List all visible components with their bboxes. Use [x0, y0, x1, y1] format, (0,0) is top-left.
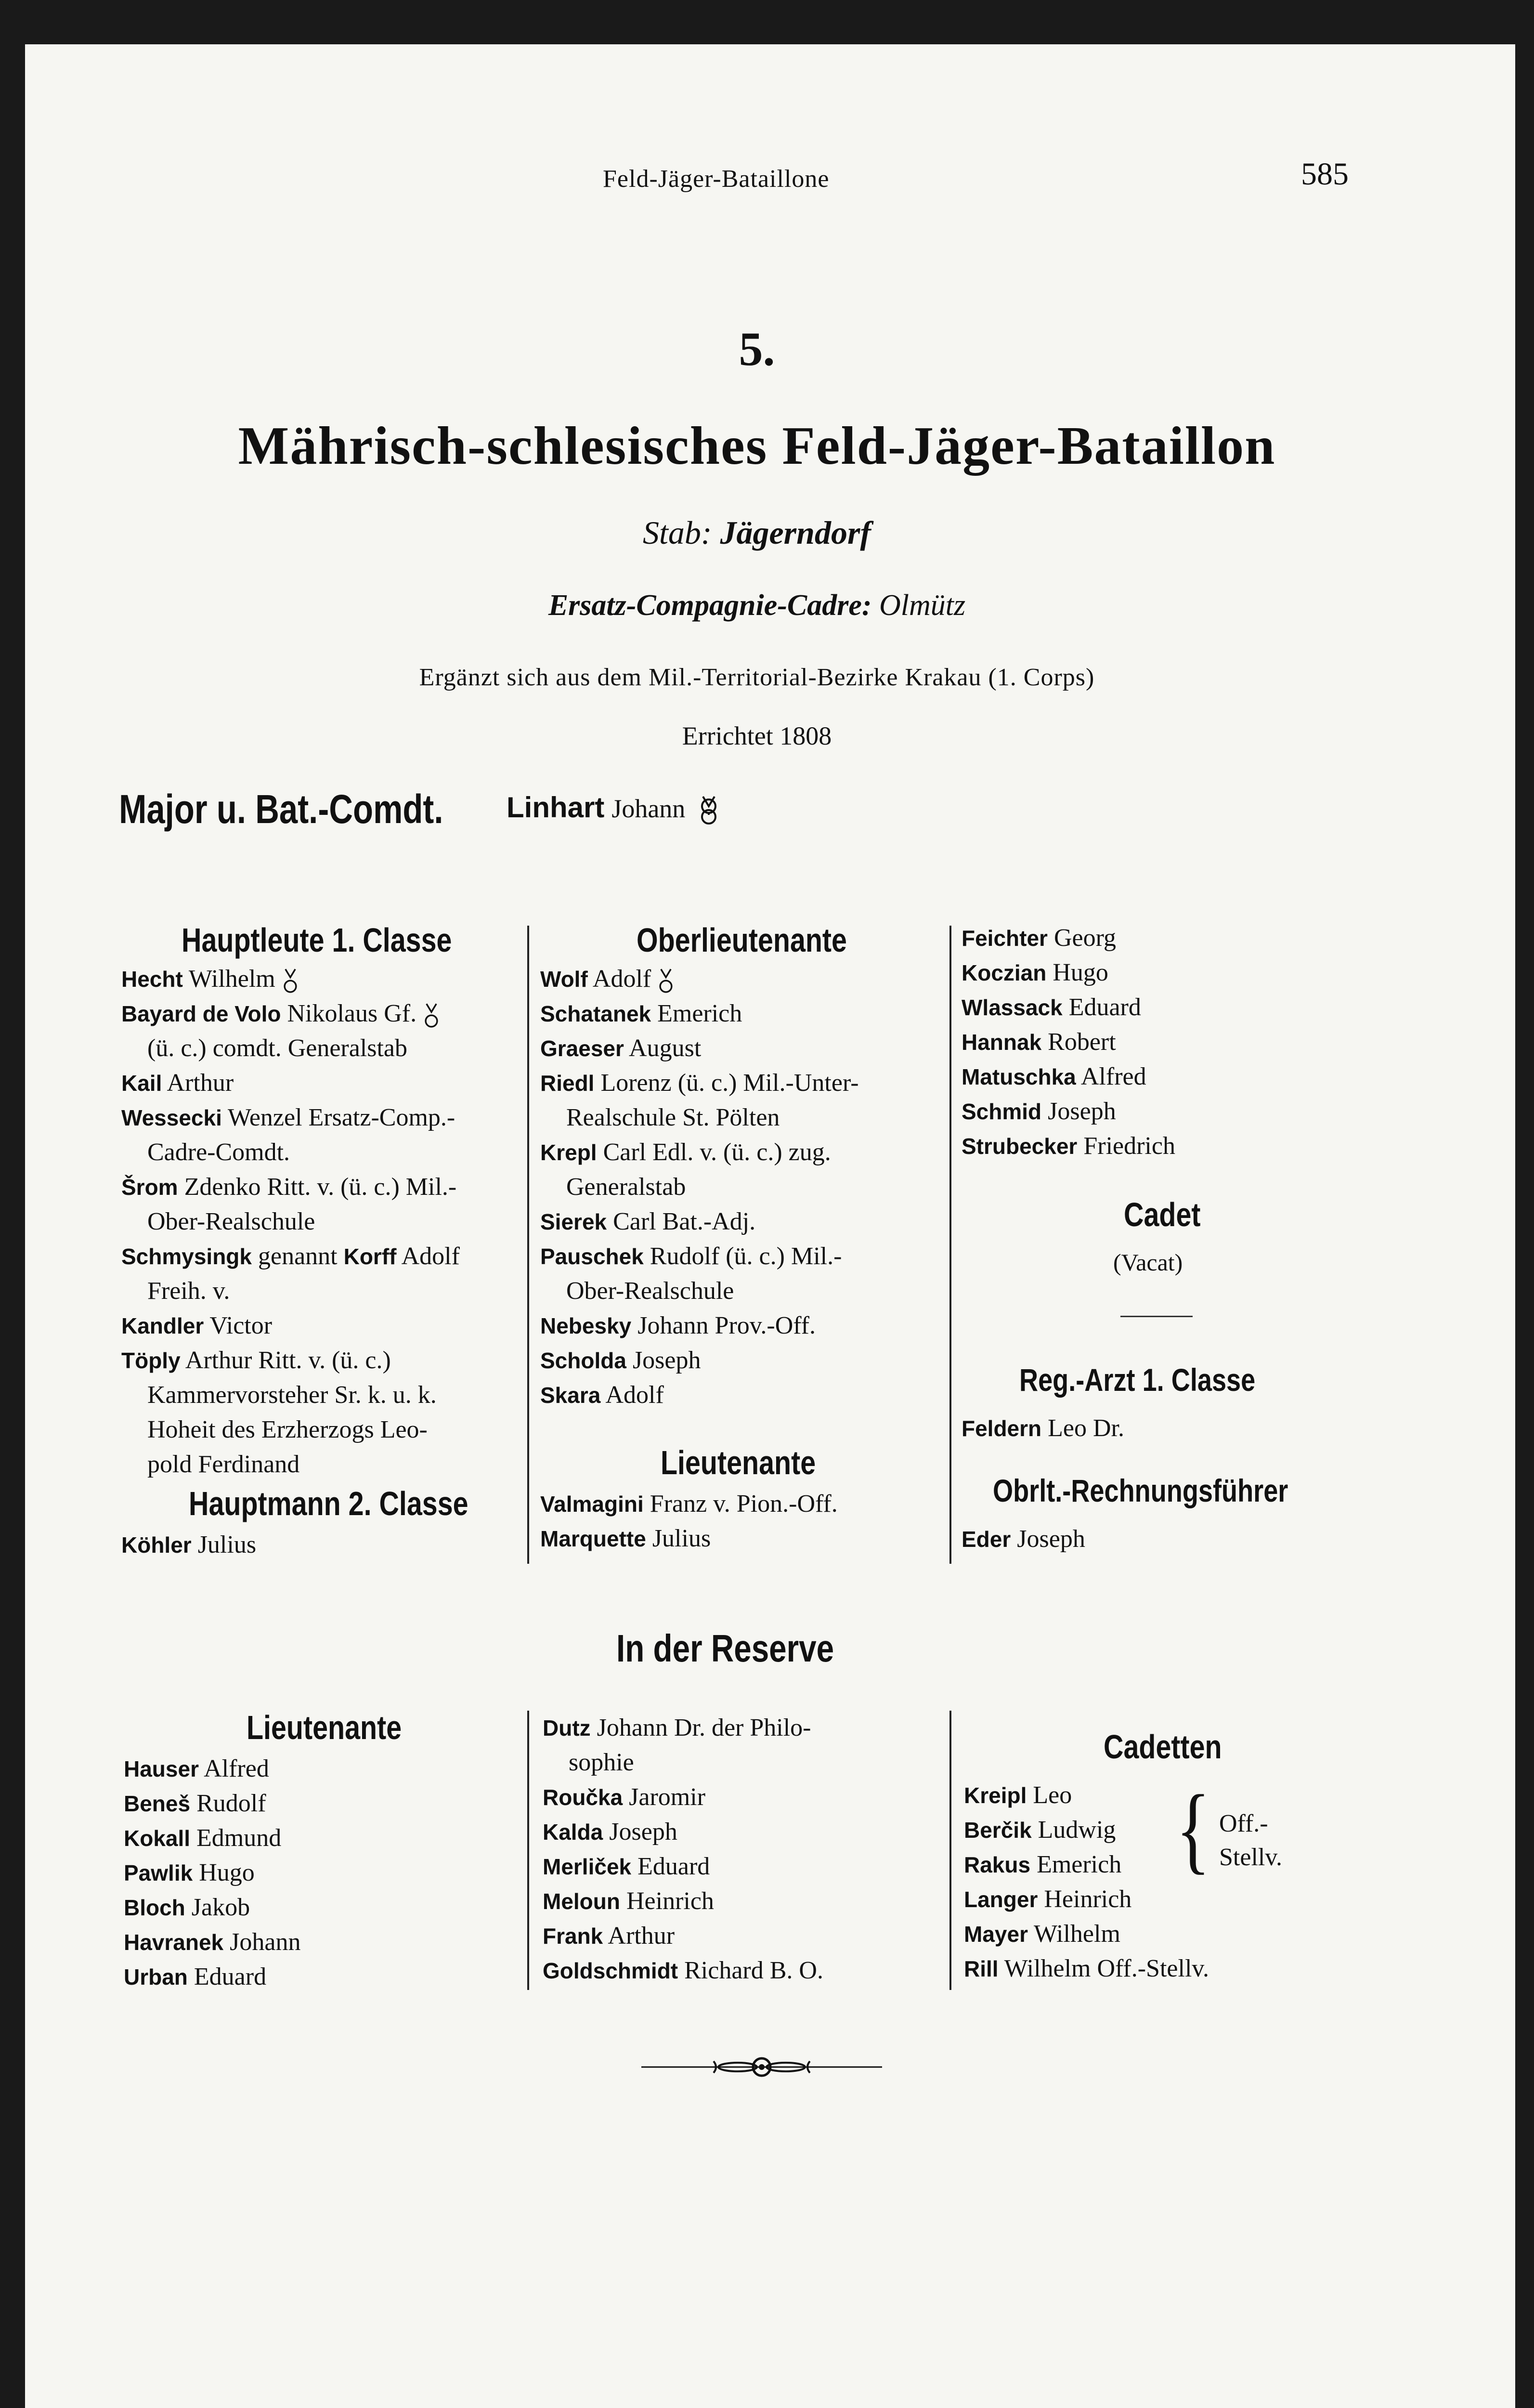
- person-details: Arthur: [603, 1922, 675, 1950]
- list-item: [543, 1780, 937, 1815]
- list-item: [121, 1066, 511, 1100]
- commander-rank: Major u. Bat.-Comdt.: [119, 786, 443, 832]
- battalion-number: 5.: [739, 322, 775, 376]
- list-item: [540, 1031, 935, 1066]
- person-surname: Havranek: [124, 1930, 224, 1955]
- reg-arzt-list: [962, 1411, 1395, 1446]
- entry-text: Ober-Realschule: [566, 1277, 734, 1305]
- list-item: [540, 1239, 935, 1274]
- person-details: Jaromir: [623, 1783, 706, 1811]
- person-details: Rudolf: [190, 1790, 266, 1817]
- person-details: August: [624, 1034, 702, 1062]
- column-divider: [527, 926, 529, 1564]
- commander-given: Johann: [611, 794, 686, 823]
- list-item: [121, 1309, 511, 1343]
- person-details: Georg: [1047, 924, 1116, 952]
- person-details: Wilhelm: [1027, 1920, 1120, 1948]
- order-decoration-icon: [282, 967, 299, 995]
- heading-hauptmann-2: Hauptmann 2. Classe: [189, 1485, 468, 1522]
- heading-rechnungsfuehrer: Obrlt.-Rechnungsführer: [993, 1473, 1288, 1508]
- person-surname: Rill: [964, 1956, 999, 1981]
- person-details: Julius: [191, 1531, 257, 1558]
- person-details: Ludwig: [1031, 1816, 1116, 1844]
- person-surname: Marquette: [540, 1526, 646, 1551]
- person-surname: Langer: [964, 1887, 1038, 1912]
- list-item: [964, 1882, 1397, 1917]
- list-item: [540, 1309, 935, 1343]
- active-col2-list-2: [540, 1487, 935, 1556]
- person-details: Johann: [223, 1928, 301, 1956]
- list-item: [540, 1135, 935, 1170]
- list-item: [124, 1786, 509, 1821]
- list-item-continuation: [121, 1378, 511, 1413]
- person-details: Franz v. Pion.-Off.: [643, 1490, 838, 1518]
- active-col2-list: [540, 962, 935, 1413]
- person-surname: Bayard de Volo: [121, 1001, 281, 1026]
- list-item: [121, 996, 511, 1031]
- list-item-continuation: [121, 1135, 511, 1170]
- person-surname: Kalda: [543, 1819, 603, 1845]
- list-item: [124, 1856, 509, 1890]
- person-surname: Roučka: [543, 1785, 623, 1810]
- list-item: [540, 996, 935, 1031]
- person-surname: Pawlik: [124, 1860, 193, 1885]
- errichtet-line: Errichtet 1808: [682, 721, 832, 750]
- person-details: Carl Bat.-Adj.: [607, 1208, 756, 1235]
- running-title: Feld-Jäger-Bataillone: [603, 165, 830, 193]
- ersatz-line: [25, 589, 1489, 623]
- person-details: Eduard: [1062, 994, 1141, 1021]
- list-item: [540, 1204, 935, 1239]
- list-item: [124, 1960, 509, 1994]
- person-surname: Feichter: [962, 926, 1048, 951]
- person-details: Eduard: [631, 1853, 710, 1880]
- list-item: [540, 1343, 935, 1378]
- column-divider: [949, 1711, 951, 1990]
- person-details: Victor: [204, 1312, 273, 1339]
- list-item: [962, 1522, 1395, 1557]
- list-item: [543, 1953, 937, 1988]
- list-item: [543, 1815, 937, 1849]
- list-item-continuation: [543, 1745, 937, 1780]
- entry-text: pold Ferdinand: [147, 1451, 300, 1478]
- list-item: [121, 1239, 511, 1274]
- stab-label: Stab:: [642, 514, 712, 551]
- person-details: Rudolf (ü. c.) Mil.-: [643, 1243, 842, 1270]
- person-details: Lorenz (ü. c.) Mil.-Unter-: [594, 1069, 859, 1097]
- person-surname: Schmid: [962, 1099, 1042, 1124]
- person-details: Arthur Ritt. v. (ü. c.): [180, 1347, 391, 1374]
- person-surname: Bloch: [124, 1895, 185, 1920]
- list-item: [962, 1129, 1395, 1164]
- person-surname: Kokall: [124, 1826, 191, 1851]
- end-ornament-icon: [641, 2053, 882, 2081]
- entry-text: Hoheit des Erzherzogs Leo-: [147, 1416, 428, 1443]
- person-surname: Nebesky: [540, 1313, 632, 1338]
- person-surname: Sierek: [540, 1209, 607, 1234]
- person-details: Zdenko Ritt. v. (ü. c.) Mil.-: [178, 1173, 457, 1201]
- person-details: Leo: [1027, 1781, 1072, 1809]
- list-item: [964, 1951, 1397, 1986]
- person-surname: Goldschmidt: [543, 1958, 678, 1983]
- person-details: Arthur: [162, 1069, 234, 1097]
- person-details: Adolf: [587, 965, 651, 993]
- column-divider: [527, 1711, 529, 1990]
- list-item: [962, 955, 1395, 990]
- person-details: Heinrich: [1038, 1885, 1132, 1913]
- heading-lieutenante: Lieutenante: [661, 1444, 816, 1481]
- entry-text: (ü. c.) comdt. Generalstab: [147, 1034, 408, 1062]
- person-surname: Wolf: [540, 967, 588, 992]
- list-item: [964, 1917, 1397, 1951]
- person-surname: Graeser: [540, 1036, 624, 1061]
- list-item: [543, 1711, 937, 1745]
- person-surname: Matuschka: [962, 1064, 1076, 1089]
- heading-hauptleute-1: Hauptleute 1. Classe: [182, 921, 452, 959]
- ersatz-label: Ersatz-Compagnie-Cadre:: [548, 589, 872, 622]
- person-details: Richard B. O.: [678, 1957, 823, 1984]
- person-details: Edmund: [190, 1824, 282, 1852]
- entry-text: Realschule St. Pölten: [566, 1104, 780, 1131]
- heading-cadet: Cadet: [1124, 1196, 1201, 1233]
- person-details: Joseph: [603, 1818, 677, 1845]
- person-surname: Pauschek: [540, 1244, 644, 1269]
- person-details: Joseph: [1011, 1525, 1085, 1553]
- person-surname: Skara: [540, 1383, 601, 1408]
- person-details: Johann Prov.-Off.: [631, 1312, 816, 1339]
- entry-text: Kammervorsteher Sr. k. u. k.: [147, 1381, 437, 1409]
- person-details: Alfred: [198, 1755, 269, 1782]
- entry-text: Freih. v.: [147, 1277, 230, 1305]
- person-details: Nikolaus Gf.: [281, 1000, 417, 1027]
- list-item: [543, 1849, 937, 1884]
- person-surname: Kandler: [121, 1313, 204, 1338]
- person-surname: Eder: [962, 1527, 1011, 1552]
- entry-text: Ober-Realschule: [147, 1208, 315, 1235]
- commander-surname: Linhart: [507, 791, 605, 824]
- person-surname: Töply: [121, 1348, 181, 1373]
- person-details: Adolf: [600, 1381, 664, 1409]
- person-details: Alfred: [1076, 1063, 1146, 1090]
- entry-text: sophie: [569, 1749, 634, 1776]
- list-item: [962, 921, 1395, 955]
- heading-reserve: In der Reserve: [616, 1627, 834, 1670]
- person-surname: Šrom: [121, 1175, 178, 1200]
- list-item-continuation: [121, 1274, 511, 1309]
- brace-note: Off.- Stellv.: [1219, 1810, 1282, 1871]
- list-item: [121, 1170, 511, 1204]
- active-col1-list: [121, 962, 511, 1482]
- person-details: Wenzel Ersatz-Comp.-: [221, 1104, 455, 1131]
- list-item: [124, 1890, 509, 1925]
- person-surname: Urban: [124, 1964, 188, 1989]
- column-divider: [949, 926, 951, 1564]
- person-surname: Dutz: [543, 1715, 591, 1741]
- order-decoration-icon: [658, 967, 674, 995]
- order-decoration-icon: [423, 1001, 440, 1030]
- list-item: [121, 1528, 511, 1562]
- list-item: [962, 1060, 1395, 1094]
- person-details: Eduard: [187, 1963, 267, 1990]
- list-item: [540, 1521, 935, 1556]
- person-surname: Beneš: [124, 1791, 191, 1816]
- list-item: [962, 1411, 1395, 1446]
- stab-value: Jägerndorf: [720, 514, 871, 551]
- list-item-continuation: [121, 1447, 511, 1482]
- list-item-continuation: [121, 1413, 511, 1447]
- person-surname: Hannak: [962, 1030, 1042, 1055]
- person-surname: Frank: [543, 1924, 603, 1949]
- reserve-col1-list: [124, 1752, 509, 1994]
- person-surname: Valmagini: [540, 1492, 644, 1517]
- person-details: Adolf: [396, 1243, 460, 1270]
- person-details: Hugo: [1046, 959, 1108, 986]
- person-surname: Krepl: [540, 1140, 597, 1165]
- brace-icon: {: [1176, 1775, 1210, 1884]
- heading-cadetten: Cadetten: [1104, 1728, 1222, 1766]
- person-surname: Köhler: [121, 1532, 192, 1557]
- list-item-continuation: [540, 1100, 935, 1135]
- person-details: Emerich: [651, 1000, 742, 1027]
- list-item: [124, 1752, 509, 1786]
- person-surname: Rakus: [964, 1852, 1031, 1877]
- reserve-col2-list: [543, 1711, 937, 1988]
- list-item: [962, 1025, 1395, 1060]
- cadet-vacat: (Vacat): [1113, 1249, 1183, 1276]
- person-details: Friedrich: [1077, 1132, 1175, 1160]
- ergaenzt-line: Ergänzt sich aus dem Mil.-Territorial-Bezirke Krakau (1. Corps): [419, 664, 1095, 691]
- person-surname: Koczian: [962, 960, 1047, 985]
- list-item: [540, 1378, 935, 1413]
- person-details: Heinrich: [620, 1887, 714, 1915]
- list-item-continuation: [540, 1170, 935, 1204]
- heading-oberlieutenante: Oberlieutenante: [637, 921, 847, 959]
- person-details: Hugo: [193, 1859, 255, 1886]
- list-item-continuation: [121, 1031, 511, 1066]
- person-details: Leo Dr.: [1041, 1414, 1124, 1442]
- heading-reserve-lieutenante: Lieutenante: [247, 1709, 402, 1746]
- person-surname: Wessecki: [121, 1105, 222, 1130]
- list-item: [962, 990, 1395, 1025]
- person-surname: Schatanek: [540, 1001, 651, 1026]
- order-decoration-icon: [699, 794, 718, 827]
- stab-line: [25, 514, 1489, 552]
- entry-text: Cadre-Comdt.: [147, 1139, 290, 1166]
- list-item: [540, 1487, 935, 1521]
- list-item: [124, 1821, 509, 1856]
- person-surname: Mayer: [964, 1922, 1028, 1947]
- person-surname: Kail: [121, 1071, 162, 1096]
- person-details: Jakob: [185, 1894, 250, 1921]
- list-item: [540, 962, 935, 996]
- person-surname: Riedl: [540, 1071, 595, 1096]
- heading-reg-arzt: Reg.-Arzt 1. Classe: [1019, 1362, 1256, 1398]
- rechnungsfuehrer-list: [962, 1522, 1395, 1557]
- short-divider: [1120, 1316, 1193, 1317]
- person-surname: Kreipl: [964, 1783, 1027, 1808]
- person-surname: Hecht: [121, 967, 183, 992]
- list-item: [121, 962, 511, 996]
- person-surname: Scholda: [540, 1348, 626, 1373]
- person-details: Wilhelm Off.-Stellv.: [998, 1955, 1209, 1982]
- list-item: [543, 1884, 937, 1919]
- active-col1-list-2: [121, 1528, 511, 1562]
- page-number: 585: [1301, 157, 1349, 192]
- list-item-continuation: [540, 1274, 935, 1309]
- person-surname: Feldern: [962, 1416, 1042, 1441]
- list-item: [540, 1066, 935, 1100]
- person-surname: Berčik: [964, 1818, 1032, 1843]
- battalion-title: Mährisch-schlesisches Feld-Jäger-Bataillon: [238, 416, 1276, 476]
- document-page: [25, 44, 1515, 2408]
- list-item: [121, 1100, 511, 1135]
- person-surname: Strubecker: [962, 1134, 1078, 1159]
- person-surname: Wlassack: [962, 995, 1063, 1020]
- person-details: Emerich: [1030, 1851, 1122, 1878]
- list-item: [124, 1925, 509, 1960]
- person-details: Julius: [646, 1525, 711, 1552]
- active-col3-list: [962, 921, 1395, 1164]
- person-surname: Schmysingk: [121, 1244, 252, 1269]
- person-details: Robert: [1041, 1028, 1116, 1056]
- list-item: [121, 1343, 511, 1378]
- entry-text: Generalstab: [566, 1173, 686, 1201]
- ersatz-value: Olmütz: [879, 589, 966, 622]
- person-details: Wilhelm: [182, 965, 275, 993]
- person-surname: Hauser: [124, 1756, 199, 1781]
- person-surname: Merliček: [543, 1854, 632, 1879]
- entry-text: genannt: [252, 1243, 344, 1270]
- person-details: Joseph: [1041, 1098, 1116, 1125]
- list-item-continuation: [121, 1204, 511, 1239]
- person-surname: Meloun: [543, 1889, 620, 1914]
- person-details: Carl Edl. v. (ü. c.) zug.: [597, 1139, 831, 1166]
- list-item: [543, 1919, 937, 1953]
- person-details: Joseph: [626, 1347, 701, 1374]
- person-details: Johann Dr. der Philo-: [590, 1714, 811, 1741]
- list-item: [962, 1094, 1395, 1129]
- person-surname: Korff: [343, 1244, 397, 1269]
